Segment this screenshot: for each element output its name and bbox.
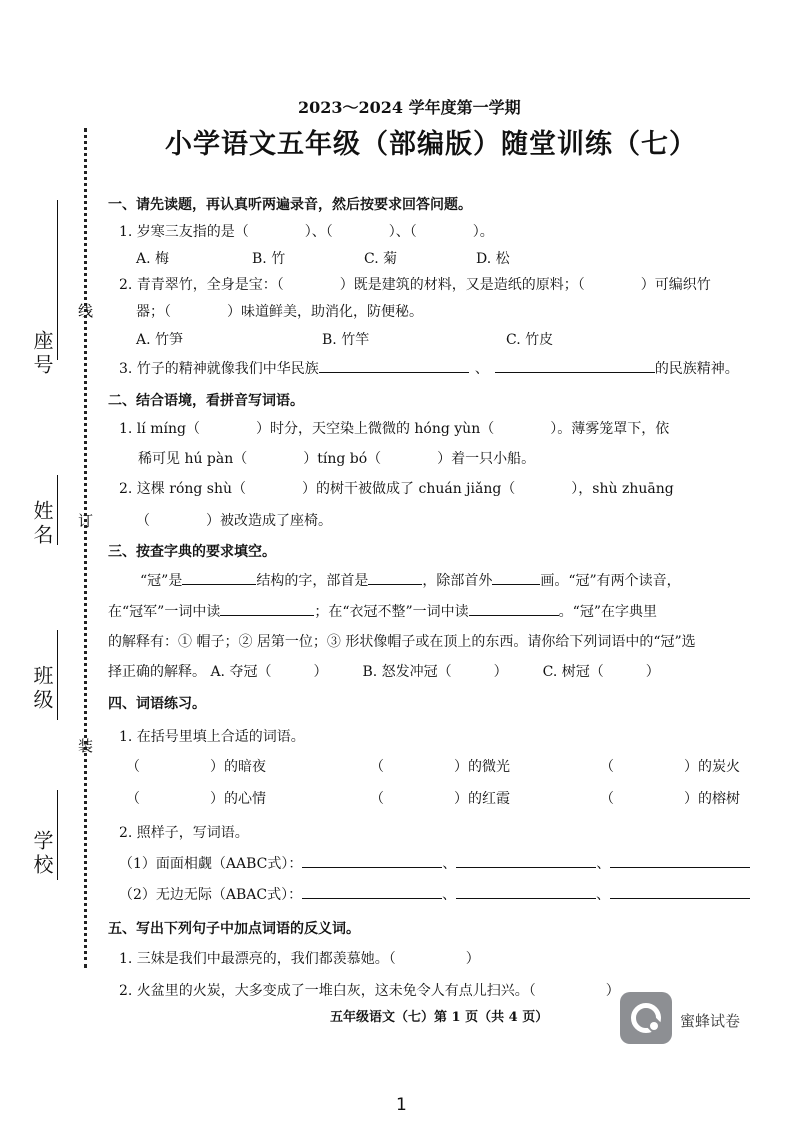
watermark-logo-icon (620, 992, 672, 1044)
binding-dotted-line (84, 128, 87, 968)
s4-row2-item2: （ ）的红霞 (370, 791, 510, 807)
s5-heading: 五、写出下列句子中加点词语的反义词。 (108, 921, 360, 937)
school-label: 学校 (30, 830, 54, 878)
name-label: 姓名 (30, 500, 54, 548)
s3-line1-a: “冠”是 (140, 573, 183, 589)
s4-ex2-blank-2[interactable] (456, 884, 596, 899)
s1-q3-blank-2[interactable] (495, 358, 655, 373)
s4-ex2-label: （2）无边无际（ABAC式）： (119, 887, 303, 903)
s3-blank-structure[interactable] (182, 570, 256, 585)
s3-line2-b: ；在“衣冠不整”一词中读 (314, 604, 469, 620)
page-title: 小学语文五年级（部编版）随堂训练（七） (165, 129, 697, 160)
s4-row2-item3: （ ）的榕树 (600, 791, 740, 807)
s1-q2-opt-c: C. 竹皮 (506, 332, 554, 348)
s1-q3-text: 3. 竹子的精神就像我们中华民族 (119, 361, 319, 377)
s4-ex1-sep-1: 、 (442, 856, 457, 872)
s1-q1: 1. 岁寒三友指的是（ ）、（ ）、（ ）。 (119, 224, 494, 240)
watermark-text: 蜜蜂试卷 (680, 1012, 741, 1030)
s4-row1-item1: （ ）的暗夜 (126, 759, 266, 775)
s1-q1-opt-c: C. 菊 (364, 251, 398, 267)
page-info: 五年级语文（七）第 1 页（共 4 页） (330, 1010, 549, 1025)
s1-q1-opt-b: B. 竹 (252, 251, 286, 267)
s4-ex2-blank-1[interactable] (302, 884, 442, 899)
s2-q1-line1: 1. lí míng（ ）时分，天空染上微微的 hóng yùn（ ）。薄雾笼罩下，依 (119, 421, 670, 437)
s4-ex2-blank-3[interactable] (610, 884, 750, 899)
s3-heading: 三、按查字典的要求填空。 (108, 544, 276, 560)
s3-line1-c: ，除部首外 (422, 573, 493, 589)
s4-row2-item1: （ ）的心情 (126, 791, 266, 807)
s4-ex1-sep-2: 、 (596, 856, 611, 872)
s4-ex2-sep-2: 、 (596, 887, 611, 903)
s4-heading: 四、词语练习。 (108, 696, 206, 712)
s5-q2: 2. 火盆里的火炭，大多变成了一堆白灰，这未免令人有点儿扫兴。（ ） (119, 983, 620, 999)
ding-mark: 订 (78, 512, 94, 530)
s2-q1-line2: 稀可见 hú pàn（ ）tíng bó（ ）着一只小船。 (138, 451, 536, 467)
s5-q1: 1. 三妹是我们中最漂亮的，我们都羡慕她。（ ） (119, 951, 480, 967)
s1-q1-opt-d: D. 松 (476, 251, 510, 267)
s3-line3: 的解释有：① 帽子；② 居第一位；③ 形状像帽子或在顶上的东西。请你给下列词语中的“冠”选 (108, 634, 696, 650)
s4-row1-item2: （ ）的微光 (370, 759, 510, 775)
s1-q2-line1: 2. 青青翠竹，全身是宝：（ ）既是建筑的材料，又是造纸的原料；（ ）可编织竹 (119, 277, 711, 293)
s3-line1-d: 画。“冠”有两个读音， (540, 573, 681, 589)
school-underline (57, 790, 58, 880)
s4-ex1-label: （1）面面相觑（AABC式）： (119, 856, 303, 872)
s4-q2: 2. 照样子，写词语。 (119, 825, 249, 841)
s1-q1-opt-a: A. 梅 (136, 251, 170, 267)
s2-heading: 二、结合语境，看拼音写词语。 (108, 393, 304, 409)
s4-ex1-blank-3[interactable] (610, 853, 750, 868)
s3-blank-strokes[interactable] (492, 570, 540, 585)
s4-ex1-blank-1[interactable] (302, 853, 442, 868)
s1-q2-opt-b: B. 竹竿 (322, 332, 370, 348)
s1-q2-line2: 器；（ ）味道鲜美，助消化，防便秘。 (136, 304, 423, 320)
seat-underline (57, 200, 58, 360)
page-number: 1 (396, 1095, 407, 1115)
zhuang-mark: 装 (78, 737, 94, 755)
s2-q2-line1: 2. 这棵 róng shù（ ）的树干被做成了 chuán jiǎng（ ），shù zhuāng (119, 481, 674, 497)
s4-row1-item3: （ ）的炭火 (600, 759, 740, 775)
s1-q2-opt-a: A. 竹笋 (136, 332, 184, 348)
s3-line2-c: 。“冠”在字典里 (558, 604, 657, 620)
s3-blank-reading-1[interactable] (220, 601, 314, 616)
s3-blank-radical[interactable] (368, 570, 422, 585)
s3-line1-b: 结构的字，部首是 (256, 573, 369, 589)
name-underline (57, 475, 58, 545)
s4-q1: 1. 在括号里填上合适的词语。 (119, 729, 305, 745)
s3-line2-a: 在“冠军”一词中读 (108, 604, 221, 620)
class-underline (57, 630, 58, 720)
s1-q3-end: 的民族精神。 (654, 361, 739, 377)
s2-q2-line2: （ ）被改造成了座椅。 (136, 513, 332, 529)
line-mark: 线 (78, 302, 94, 320)
s1-q3-blank-1[interactable] (319, 358, 469, 373)
school-year: 2023～2024 学年度第一学期 (298, 98, 521, 117)
s4-ex1-blank-2[interactable] (456, 853, 596, 868)
s1-q3-sep: 、 (474, 361, 489, 377)
s1-heading: 一、请先读题，再认真听两遍录音，然后按要求回答问题。 (108, 197, 472, 213)
s3-blank-reading-2[interactable] (469, 601, 559, 616)
class-label: 班级 (30, 665, 54, 713)
seat-label: 座号 (30, 330, 54, 378)
s4-ex2-sep-1: 、 (442, 887, 457, 903)
s3-line4: 择正确的解释。 A. 夺冠（ ） B. 怒发冲冠（ ） C. 树冠（ ） (108, 664, 660, 680)
